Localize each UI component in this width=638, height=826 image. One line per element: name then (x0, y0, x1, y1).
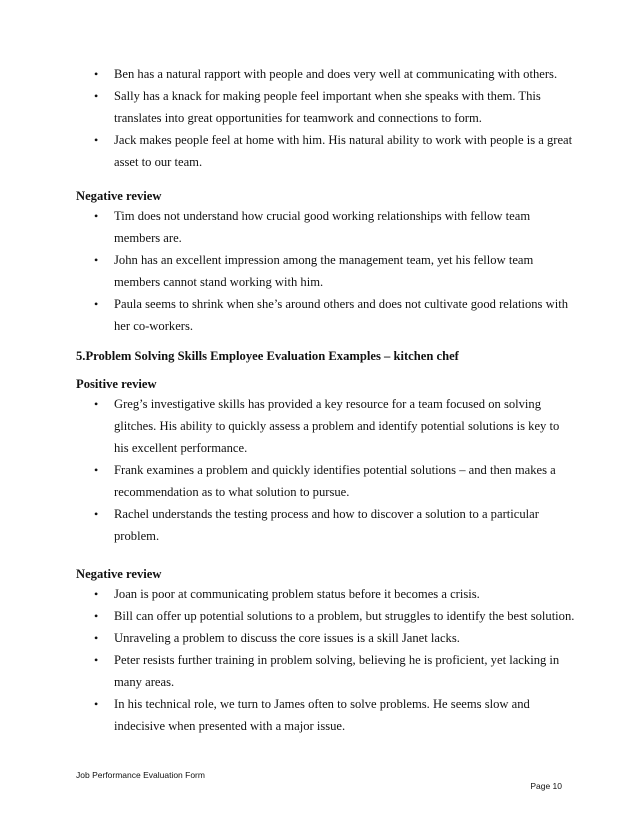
list-item (94, 459, 576, 503)
bullet-icon: • (94, 297, 99, 311)
bullet-icon: • (94, 89, 99, 103)
bullet-icon: • (94, 397, 99, 411)
list-item-text: Peter resists further training in problem solving, believing he is proficient, yet lacking in many areas. (114, 653, 560, 689)
bullet-icon: • (94, 587, 99, 601)
intro-bullet-list (76, 63, 576, 173)
list-item-text: Rachel understands the testing process and how to discover a solution to a particular problem. (114, 507, 539, 543)
list-item-text: Jack makes people feel at home with him. His natural ability to work with people is a great asset to our team. (114, 133, 573, 169)
positive-review-heading: Positive review (76, 377, 157, 391)
section-title: 5.Problem Solving Skills Employee Evaluation Examples – kitchen chef (76, 349, 459, 363)
list-item (94, 583, 576, 605)
list-item-text: Joan is poor at communicating problem status before it becomes a crisis. (114, 587, 480, 601)
list-item-text: Bill can offer up potential solutions to a problem, but struggles to identify the best solution. (114, 609, 575, 623)
bullet-icon: • (94, 653, 99, 667)
list-item (94, 249, 576, 293)
negative-review-bullet-list (76, 583, 576, 737)
list-item-text: Unraveling a problem to discuss the core issues is a skill Janet lacks. (114, 631, 460, 645)
negative-review-bullet-list (76, 205, 576, 337)
negative-review-heading: Negative review (76, 189, 162, 203)
list-item (94, 205, 576, 249)
list-item-text: John has an excellent impression among the management team, yet his fellow team members cannot stand working with him. (114, 253, 534, 289)
footer-page-number: Page 10 (530, 781, 562, 791)
list-item (94, 293, 576, 337)
bullet-icon: • (94, 609, 99, 623)
bullet-icon: • (94, 631, 99, 645)
bullet-icon: • (94, 463, 99, 477)
list-item-text: Ben has a natural rapport with people and does very well at communicating with others. (114, 67, 558, 81)
page-content (76, 63, 576, 737)
list-item (94, 649, 576, 693)
list-item (94, 393, 576, 459)
bullet-icon: • (94, 507, 99, 521)
list-item (94, 503, 576, 547)
positive-review-bullet-list (76, 393, 576, 547)
list-item-text: Tim does not understand how crucial good working relationships with fellow team members are. (114, 209, 531, 245)
bullet-icon: • (94, 133, 99, 147)
list-item (94, 85, 576, 129)
bullet-icon: • (94, 253, 99, 267)
list-item-text: Greg’s investigative skills has provided a key resource for a team focused on solving glitches. His ability to quickly assess a problem and identify potential solutions is key to his excellent performance. (114, 397, 560, 455)
list-item (94, 605, 576, 627)
list-item (94, 63, 576, 85)
list-item-text: Sally has a knack for making people feel important when she speaks with them. This translates into great opportunities for teamwork and connections to form. (114, 89, 541, 125)
bullet-icon: • (94, 697, 99, 711)
footer-document-title: Job Performance Evaluation Form (76, 770, 205, 780)
list-item-text: Paula seems to shrink when she’s around others and does not cultivate good relations with her co-workers. (114, 297, 568, 333)
list-item (94, 129, 576, 173)
bullet-icon: • (94, 67, 99, 81)
list-item (94, 627, 576, 649)
list-item-text: In his technical role, we turn to James often to solve problems. He seems slow and indecisive when presented with a major issue. (114, 697, 530, 733)
negative-review-heading: Negative review (76, 567, 162, 581)
list-item-text: Frank examines a problem and quickly identifies potential solutions – and then makes a recommendation as to what solution to pursue. (114, 463, 556, 499)
list-item (94, 693, 576, 737)
bullet-icon: • (94, 209, 99, 223)
